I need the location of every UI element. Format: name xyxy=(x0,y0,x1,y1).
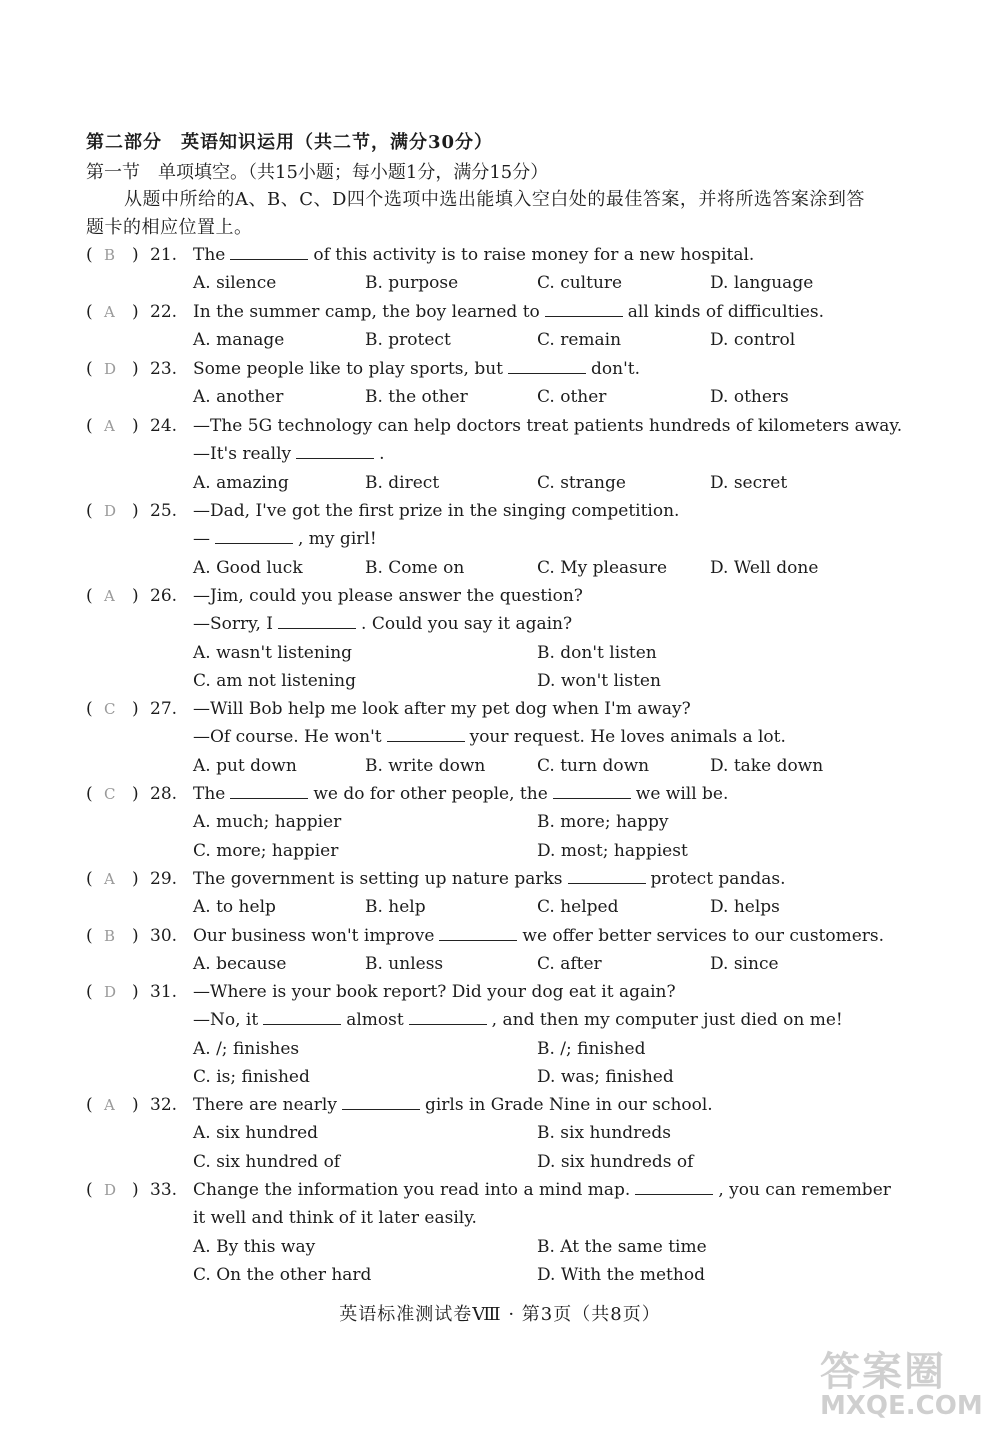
question-text-fragment: we offer better services to our customers. xyxy=(522,926,885,946)
bracket-open: ( xyxy=(86,784,93,804)
answer-blank[interactable] xyxy=(508,355,586,374)
question-item xyxy=(86,298,886,355)
bracket-close: ) xyxy=(132,586,139,606)
question-item xyxy=(86,355,886,412)
question-stem-line xyxy=(86,355,886,383)
question-item xyxy=(86,582,886,695)
answer-option[interactable]: A. silence xyxy=(193,273,277,294)
question-text-fragment: . Could you say it again? xyxy=(361,614,573,635)
answer-option[interactable]: A. manage xyxy=(193,330,285,351)
question-text xyxy=(193,440,385,468)
question-stem-line xyxy=(86,412,903,440)
question-text-fragment: Some people like to play sports, but xyxy=(193,359,503,379)
bracket-open: ( xyxy=(86,245,93,265)
question-text-fragment: almost xyxy=(346,1010,404,1031)
answer-blank[interactable] xyxy=(263,1006,341,1025)
bracket-open: ( xyxy=(86,926,93,946)
question-item xyxy=(86,497,886,582)
question-text xyxy=(193,1204,477,1232)
filled-answer: B xyxy=(104,246,116,264)
part-title: 第二部分 英语知识运用（共二节，满分30分） xyxy=(86,132,494,153)
question-stem-line xyxy=(86,582,886,610)
answer-option[interactable]: B. purpose xyxy=(365,273,459,294)
question-number: 29. xyxy=(150,869,178,889)
question-number: 33. xyxy=(150,1180,178,1200)
watermark-text-bottom: MXQE.COM xyxy=(820,1391,983,1421)
answer-option[interactable]: C. am not listening xyxy=(193,670,356,691)
bracket-close: ) xyxy=(132,784,139,804)
answer-option[interactable]: B. direct xyxy=(365,472,440,493)
answer-option[interactable]: B. At the same time xyxy=(537,1236,707,1257)
answer-option[interactable]: D. helps xyxy=(710,897,780,918)
question-text xyxy=(193,1006,843,1034)
answer-option[interactable]: A. six hundred xyxy=(193,1123,319,1144)
question-number: 32. xyxy=(150,1095,178,1115)
answer-blank[interactable] xyxy=(439,922,517,941)
question-item xyxy=(86,978,886,1091)
question-text-fragment: The xyxy=(193,245,226,265)
instructions: 从题中所给的A、B、C、D四个选项中选出能填入空白处的最佳答案，并将所选答案涂到答题卡的相应位置上。 xyxy=(86,189,865,238)
question-item xyxy=(86,1091,886,1176)
answer-blank[interactable] xyxy=(278,610,356,629)
question-stem-line xyxy=(86,723,886,751)
answer-option[interactable]: B. unless xyxy=(365,954,444,975)
answer-option[interactable]: A. to help xyxy=(193,897,276,918)
question-text xyxy=(193,497,679,525)
answer-option[interactable]: D. With the method xyxy=(537,1264,705,1285)
question-text xyxy=(193,780,728,808)
filled-answer: D xyxy=(104,1181,117,1199)
answer-option[interactable]: B. more; happy xyxy=(537,812,669,833)
question-text xyxy=(193,241,754,269)
section-title: 第一节 单项填空。（共15小题；每小题1分，满分15分） xyxy=(86,162,549,183)
answer-option[interactable]: A. because xyxy=(193,954,287,975)
answer-option[interactable]: C. On the other hard xyxy=(193,1264,372,1285)
question-text-fragment: it well and think of it later easily. xyxy=(193,1208,477,1229)
question-text-fragment: your request. He loves animals a lot. xyxy=(469,727,786,748)
answer-option[interactable]: B. Come on xyxy=(365,557,465,578)
bracket-close: ) xyxy=(132,359,139,379)
answer-option[interactable]: B. don't listen xyxy=(537,642,657,663)
question-stem-line xyxy=(86,780,886,808)
question-text-fragment: The xyxy=(193,784,226,804)
question-text-fragment: —No, it xyxy=(193,1010,259,1031)
question-text-fragment: we do for other people, the xyxy=(313,784,548,804)
answer-option[interactable]: A. amazing xyxy=(193,472,289,493)
option-row xyxy=(86,1261,886,1289)
question-text xyxy=(193,355,640,383)
question-text-fragment: The government is setting up nature parks xyxy=(193,869,563,889)
question-number: 25. xyxy=(150,501,178,521)
bracket-open: ( xyxy=(86,416,93,436)
question-text xyxy=(193,1176,891,1204)
question-stem-line xyxy=(86,922,886,950)
option-row xyxy=(86,752,886,780)
question-text-fragment: of this activity is to raise money for a new hospital. xyxy=(313,245,755,265)
option-row xyxy=(86,469,886,497)
question-stem-line xyxy=(86,298,886,326)
question-text xyxy=(193,525,377,553)
answer-option[interactable]: A. /; finishes xyxy=(193,1038,300,1059)
question-number: 27. xyxy=(150,699,178,719)
answer-option[interactable]: D. take down xyxy=(710,755,824,776)
answer-option[interactable]: A. much; happier xyxy=(193,812,342,833)
answer-option[interactable]: D. six hundreds of xyxy=(537,1151,694,1172)
answer-option[interactable]: B. six hundreds xyxy=(537,1123,671,1144)
question-text xyxy=(193,978,676,1006)
question-text xyxy=(193,610,572,638)
option-row xyxy=(86,1035,886,1063)
answer-blank[interactable] xyxy=(568,865,646,884)
answer-option[interactable]: A. put down xyxy=(193,755,297,776)
question-text-fragment: Change the information you read into a mind map. xyxy=(193,1180,631,1200)
answer-option[interactable]: A. Good luck xyxy=(193,557,303,578)
watermark-text-top: 答案圈 xyxy=(820,1349,946,1395)
answer-blank[interactable] xyxy=(342,1091,420,1110)
question-text xyxy=(193,412,902,440)
question-item xyxy=(86,241,886,298)
question-stem-line xyxy=(86,695,886,723)
filled-answer: D xyxy=(104,983,117,1001)
bracket-close: ) xyxy=(132,302,139,322)
answer-option[interactable]: C. other xyxy=(537,387,607,408)
answer-option[interactable]: D. most; happiest xyxy=(537,840,688,861)
answer-option[interactable]: D. was; finished xyxy=(537,1066,674,1087)
bracket-open: ( xyxy=(86,359,93,379)
answer-blank[interactable] xyxy=(387,723,465,742)
answer-blank[interactable] xyxy=(296,440,374,459)
question-text-fragment: —It's really xyxy=(193,444,292,465)
answer-option[interactable]: C. after xyxy=(537,954,602,975)
option-row xyxy=(86,893,886,921)
question-text-fragment: girls in Grade Nine in our school. xyxy=(424,1095,713,1115)
bracket-open: ( xyxy=(86,1095,93,1115)
question-text-fragment: —Of course. He won't xyxy=(193,727,382,748)
bracket-close: ) xyxy=(132,1095,139,1115)
option-row xyxy=(86,1119,886,1147)
option-row xyxy=(86,667,886,695)
answer-blank[interactable] xyxy=(409,1006,487,1025)
answer-option[interactable]: D. others xyxy=(710,387,789,408)
question-number: 21. xyxy=(150,245,178,265)
option-row xyxy=(86,1233,886,1261)
bracket-open: ( xyxy=(86,1180,93,1200)
question-number: 26. xyxy=(150,586,178,606)
bracket-close: ) xyxy=(132,501,139,521)
question-text xyxy=(193,695,691,723)
bracket-close: ) xyxy=(132,982,139,1002)
option-row xyxy=(86,1148,886,1176)
answer-option[interactable]: D. since xyxy=(710,954,779,975)
filled-answer: C xyxy=(104,785,116,803)
answer-option[interactable]: C. culture xyxy=(537,273,623,294)
question-stem-line xyxy=(86,1006,886,1034)
option-row xyxy=(86,808,886,836)
question-stem-line xyxy=(86,610,886,638)
bracket-open: ( xyxy=(86,302,93,322)
question-text-fragment: protect pandas. xyxy=(650,869,786,889)
page-footer: 英语标准测试卷Ⅷ · 第3页（共8页） xyxy=(339,1304,661,1325)
option-row xyxy=(86,1063,886,1091)
option-row xyxy=(86,269,886,297)
answer-option[interactable]: C. is; finished xyxy=(193,1066,310,1087)
answer-blank[interactable] xyxy=(553,780,631,799)
answer-blank[interactable] xyxy=(230,241,308,260)
bracket-close: ) xyxy=(132,245,139,265)
question-text-fragment: , and then my computer just died on me! xyxy=(491,1010,843,1031)
question-text-fragment: don't. xyxy=(591,359,640,379)
option-row xyxy=(86,383,886,411)
question-item xyxy=(86,412,903,497)
question-number: 28. xyxy=(150,784,178,804)
option-row xyxy=(86,639,886,667)
bracket-open: ( xyxy=(86,699,93,719)
question-item xyxy=(86,1176,891,1289)
question-stem-line xyxy=(86,1091,886,1119)
answer-option[interactable]: B. /; finished xyxy=(537,1038,646,1059)
answer-option[interactable]: C. strange xyxy=(537,472,626,493)
option-row xyxy=(86,326,886,354)
question-text-fragment: , you can remember xyxy=(718,1180,891,1200)
question-stem-line xyxy=(86,241,886,269)
answer-blank[interactable] xyxy=(545,298,623,317)
question-text xyxy=(193,298,824,326)
question-text-fragment: —The 5G technology can help doctors treat patients hundreds of kilometers away. xyxy=(193,416,903,436)
option-row xyxy=(86,837,886,865)
question-stem-line xyxy=(86,865,886,893)
answer-option[interactable]: B. protect xyxy=(365,330,451,351)
question-stem-line xyxy=(86,497,886,525)
answer-option[interactable]: D. won't listen xyxy=(537,670,661,691)
question-text-fragment: we will be. xyxy=(635,784,729,804)
bracket-close: ) xyxy=(132,416,139,436)
question-text xyxy=(193,922,884,950)
bracket-open: ( xyxy=(86,869,93,889)
question-item xyxy=(86,695,886,780)
filled-answer: A xyxy=(104,1096,115,1114)
question-text-fragment: . xyxy=(379,444,385,465)
question-text-fragment: , my girl! xyxy=(298,529,377,550)
question-text-fragment: In the summer camp, the boy learned to xyxy=(193,302,540,322)
question-stem-line xyxy=(86,440,886,468)
filled-answer: A xyxy=(104,870,115,888)
bracket-close: ) xyxy=(132,926,139,946)
answer-option[interactable]: B. the other xyxy=(365,387,468,408)
answer-option[interactable]: D. Well done xyxy=(710,557,819,578)
answer-blank[interactable] xyxy=(635,1176,713,1195)
question-number: 31. xyxy=(150,982,178,1002)
question-text xyxy=(193,723,786,751)
watermark-logo xyxy=(820,1340,990,1420)
question-number: 23. xyxy=(150,359,178,379)
question-item xyxy=(86,865,886,922)
answer-option[interactable]: C. six hundred of xyxy=(193,1151,341,1172)
bracket-close: ) xyxy=(132,1180,139,1200)
filled-answer: D xyxy=(104,360,117,378)
answer-option[interactable]: C. My pleasure xyxy=(537,557,667,578)
answer-option[interactable]: A. By this way xyxy=(193,1236,316,1257)
question-text-fragment: —Sorry, I xyxy=(193,614,274,635)
bracket-open: ( xyxy=(86,501,93,521)
answer-option[interactable]: B. help xyxy=(365,897,426,918)
question-text-fragment: all kinds of difficulties. xyxy=(627,302,825,322)
bracket-close: ) xyxy=(132,869,139,889)
question-text-fragment: Our business won't improve xyxy=(193,926,435,946)
question-stem-line xyxy=(86,978,886,1006)
question-stem-line xyxy=(86,1204,886,1232)
filled-answer: A xyxy=(104,417,115,435)
filled-answer: C xyxy=(104,700,116,718)
filled-answer: B xyxy=(104,927,116,945)
question-text-fragment: —Dad, I've got the first prize in the singing competition. xyxy=(193,501,680,521)
filled-answer: A xyxy=(104,303,115,321)
option-row xyxy=(86,554,886,582)
question-number: 30. xyxy=(150,926,178,946)
question-number: 24. xyxy=(150,416,178,436)
question-text-fragment: —Where is your book report? Did your dog eat it again? xyxy=(193,982,676,1002)
answer-option[interactable]: C. helped xyxy=(537,897,619,918)
question-text-fragment: —Jim, could you please answer the question? xyxy=(193,586,583,606)
answer-option[interactable]: D. control xyxy=(710,330,796,351)
answer-option[interactable]: D. secret xyxy=(710,472,788,493)
question-text xyxy=(193,865,786,893)
bracket-open: ( xyxy=(86,982,93,1002)
answer-blank[interactable] xyxy=(215,525,293,544)
question-text xyxy=(193,1091,713,1119)
answer-blank[interactable] xyxy=(230,780,308,799)
answer-option[interactable]: C. remain xyxy=(537,330,622,351)
answer-option[interactable]: A. another xyxy=(193,387,284,408)
answer-option[interactable]: B. write down xyxy=(365,755,486,776)
option-row xyxy=(86,950,886,978)
filled-answer: A xyxy=(104,587,115,605)
answer-option[interactable]: A. wasn't listening xyxy=(193,642,353,663)
question-item xyxy=(86,922,886,979)
filled-answer: D xyxy=(104,502,117,520)
question-number: 22. xyxy=(150,302,178,322)
question-text xyxy=(193,582,583,610)
question-item xyxy=(86,780,886,865)
question-text-fragment: —Will Bob help me look after my pet dog when I'm away? xyxy=(193,699,691,719)
question-text-fragment: — xyxy=(193,529,210,550)
bracket-open: ( xyxy=(86,586,93,606)
bracket-close: ) xyxy=(132,699,139,719)
question-stem-line xyxy=(86,1176,891,1204)
answer-option[interactable]: C. more; happier xyxy=(193,840,339,861)
answer-option[interactable]: C. turn down xyxy=(537,755,650,776)
question-stem-line xyxy=(86,525,886,553)
answer-option[interactable]: D. language xyxy=(710,273,814,294)
question-text-fragment: There are nearly xyxy=(193,1095,337,1115)
